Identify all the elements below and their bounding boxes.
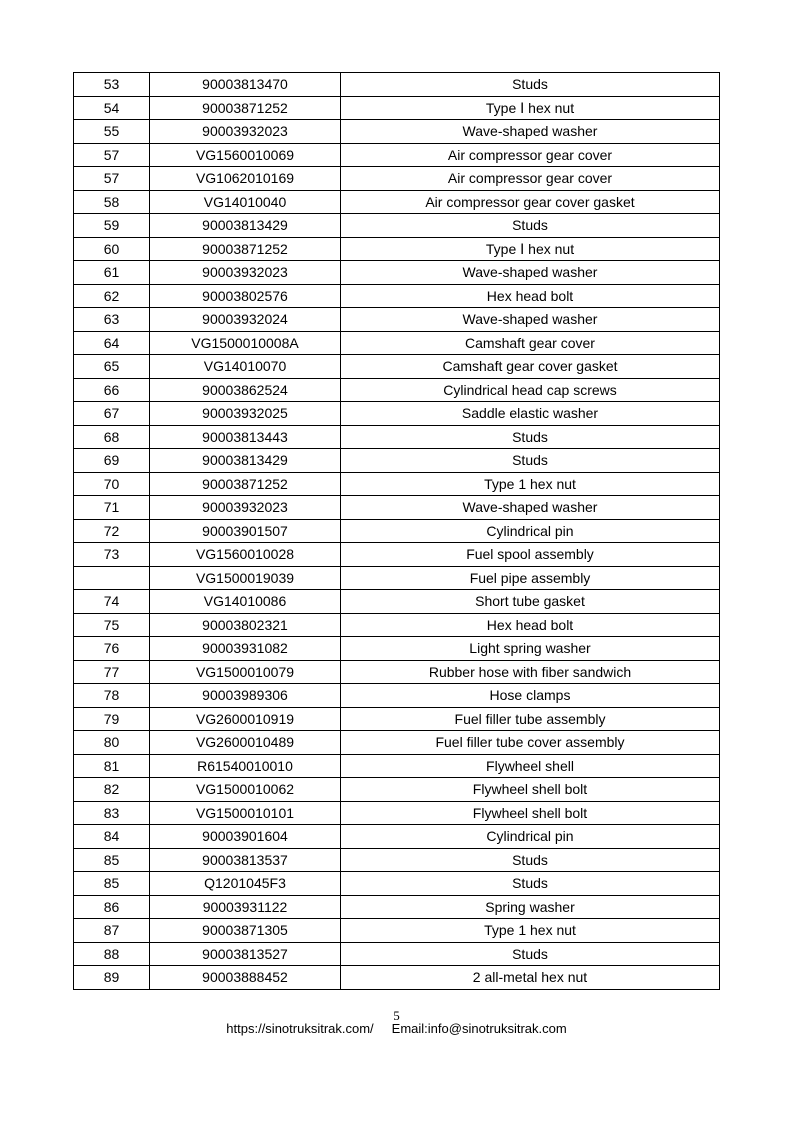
table-row (74, 825, 720, 849)
part-number-cell: VG1560010069 (150, 143, 341, 167)
table-row (74, 613, 720, 637)
part-name-cell: Short tube gasket (341, 590, 720, 614)
part-name-cell: Studs (341, 848, 720, 872)
part-number-cell: 90003901604 (150, 825, 341, 849)
row-number-cell: 79 (74, 707, 150, 731)
part-name-cell: Flywheel shell bolt (341, 801, 720, 825)
row-number-cell: 65 (74, 355, 150, 379)
part-name-cell: Studs (341, 449, 720, 473)
row-number-cell: 57 (74, 167, 150, 191)
table-row (74, 73, 720, 97)
table-row (74, 942, 720, 966)
parts-table-body (74, 73, 720, 990)
table-row (74, 472, 720, 496)
table-row (74, 566, 720, 590)
part-name-cell: Wave-shaped washer (341, 120, 720, 144)
table-row (74, 331, 720, 355)
part-name-cell: Saddle elastic washer (341, 402, 720, 426)
table-row (74, 684, 720, 708)
part-number-cell: VG14010040 (150, 190, 341, 214)
page-number: 5 (393, 1008, 400, 1023)
part-name-cell: Cylindrical pin (341, 519, 720, 543)
row-number-cell: 81 (74, 754, 150, 778)
row-number-cell: 69 (74, 449, 150, 473)
row-number-cell: 57 (74, 143, 150, 167)
part-name-cell: Type 1 hex nut (341, 472, 720, 496)
footer-website: https://sinotruksitrak.com/ (226, 1021, 374, 1036)
part-name-cell: Cylindrical head cap screws (341, 378, 720, 402)
row-number-cell: 76 (74, 637, 150, 661)
table-row (74, 707, 720, 731)
table-row (74, 402, 720, 426)
row-number-cell: 59 (74, 214, 150, 238)
table-row (74, 190, 720, 214)
row-number-cell: 58 (74, 190, 150, 214)
table-row (74, 660, 720, 684)
part-number-cell: 90003888452 (150, 966, 341, 990)
row-number-cell (74, 566, 150, 590)
row-number-cell: 86 (74, 895, 150, 919)
row-number-cell: 68 (74, 425, 150, 449)
part-name-cell: Type Ⅰ hex nut (341, 237, 720, 261)
part-number-cell: 90003802576 (150, 284, 341, 308)
row-number-cell: 89 (74, 966, 150, 990)
part-name-cell: Studs (341, 942, 720, 966)
row-number-cell: 75 (74, 613, 150, 637)
part-name-cell: Hex head bolt (341, 284, 720, 308)
row-number-cell: 54 (74, 96, 150, 120)
row-number-cell: 74 (74, 590, 150, 614)
table-row (74, 143, 720, 167)
row-number-cell: 60 (74, 237, 150, 261)
part-number-cell: 90003862524 (150, 378, 341, 402)
part-number-cell: 90003871305 (150, 919, 341, 943)
part-name-cell: Air compressor gear cover (341, 143, 720, 167)
row-number-cell: 88 (74, 942, 150, 966)
table-row (74, 261, 720, 285)
row-number-cell: 61 (74, 261, 150, 285)
table-row (74, 731, 720, 755)
part-number-cell: VG1062010169 (150, 167, 341, 191)
row-number-cell: 53 (74, 73, 150, 97)
table-row (74, 284, 720, 308)
row-number-cell: 78 (74, 684, 150, 708)
part-number-cell: 90003871252 (150, 472, 341, 496)
part-name-cell: Hose clamps (341, 684, 720, 708)
part-name-cell: Studs (341, 214, 720, 238)
table-row (74, 449, 720, 473)
part-name-cell: Studs (341, 425, 720, 449)
row-number-cell: 87 (74, 919, 150, 943)
part-name-cell: Wave-shaped washer (341, 261, 720, 285)
part-number-cell: VG14010086 (150, 590, 341, 614)
part-number-cell: 90003871252 (150, 96, 341, 120)
row-number-cell: 77 (74, 660, 150, 684)
row-number-cell: 67 (74, 402, 150, 426)
part-number-cell: 90003931082 (150, 637, 341, 661)
part-name-cell: Rubber hose with fiber sandwich (341, 660, 720, 684)
table-row (74, 801, 720, 825)
row-number-cell: 70 (74, 472, 150, 496)
row-number-cell: 62 (74, 284, 150, 308)
row-number-cell: 66 (74, 378, 150, 402)
table-row (74, 895, 720, 919)
table-row (74, 872, 720, 896)
part-name-cell: Fuel filler tube assembly (341, 707, 720, 731)
part-number-cell: VG1500010062 (150, 778, 341, 802)
table-row (74, 496, 720, 520)
part-name-cell: Flywheel shell (341, 754, 720, 778)
row-number-cell: 73 (74, 543, 150, 567)
part-number-cell: VG1500010008A (150, 331, 341, 355)
part-number-cell: 90003813443 (150, 425, 341, 449)
row-number-cell: 85 (74, 848, 150, 872)
table-row (74, 754, 720, 778)
table-row (74, 848, 720, 872)
table-row (74, 120, 720, 144)
part-name-cell: Light spring washer (341, 637, 720, 661)
row-number-cell: 82 (74, 778, 150, 802)
part-number-cell: 90003932025 (150, 402, 341, 426)
part-name-cell: Hex head bolt (341, 613, 720, 637)
row-number-cell: 71 (74, 496, 150, 520)
part-name-cell: 2 all-metal hex nut (341, 966, 720, 990)
table-row (74, 355, 720, 379)
row-number-cell: 63 (74, 308, 150, 332)
part-number-cell: VG2600010489 (150, 731, 341, 755)
row-number-cell: 83 (74, 801, 150, 825)
table-row (74, 966, 720, 990)
table-row (74, 378, 720, 402)
part-name-cell: Fuel filler tube cover assembly (341, 731, 720, 755)
part-number-cell: VG2600010919 (150, 707, 341, 731)
table-row (74, 308, 720, 332)
part-number-cell: 90003813527 (150, 942, 341, 966)
part-number-cell: R61540010010 (150, 754, 341, 778)
part-number-cell: 90003931122 (150, 895, 341, 919)
table-row (74, 637, 720, 661)
table-row (74, 167, 720, 191)
part-number-cell: 90003989306 (150, 684, 341, 708)
row-number-cell: 64 (74, 331, 150, 355)
part-number-cell: 90003802321 (150, 613, 341, 637)
part-number-cell: 90003813537 (150, 848, 341, 872)
part-number-cell: VG1500010101 (150, 801, 341, 825)
part-number-cell: VG14010070 (150, 355, 341, 379)
part-name-cell: Air compressor gear cover (341, 167, 720, 191)
part-name-cell: Air compressor gear cover gasket (341, 190, 720, 214)
table-row (74, 919, 720, 943)
part-number-cell: 90003932023 (150, 120, 341, 144)
part-name-cell: Type 1 hex nut (341, 919, 720, 943)
part-number-cell: VG1500019039 (150, 566, 341, 590)
row-number-cell: 55 (74, 120, 150, 144)
table-row (74, 425, 720, 449)
part-name-cell: Type Ⅰ hex nut (341, 96, 720, 120)
page-footer (0, 1021, 793, 1036)
part-number-cell: VG1560010028 (150, 543, 341, 567)
part-name-cell: Spring washer (341, 895, 720, 919)
part-number-cell: 90003813429 (150, 214, 341, 238)
part-number-cell: 90003932023 (150, 261, 341, 285)
table-row (74, 778, 720, 802)
table-row (74, 590, 720, 614)
part-number-cell: 90003813429 (150, 449, 341, 473)
part-name-cell: Cylindrical pin (341, 825, 720, 849)
row-number-cell: 72 (74, 519, 150, 543)
part-number-cell: Q1201045F3 (150, 872, 341, 896)
table-row (74, 543, 720, 567)
row-number-cell: 85 (74, 872, 150, 896)
row-number-cell: 84 (74, 825, 150, 849)
part-name-cell: Fuel pipe assembly (341, 566, 720, 590)
parts-table (73, 72, 720, 990)
part-name-cell: Wave-shaped washer (341, 308, 720, 332)
part-number-cell: 90003932024 (150, 308, 341, 332)
part-name-cell: Camshaft gear cover (341, 331, 720, 355)
part-name-cell: Fuel spool assembly (341, 543, 720, 567)
table-row (74, 214, 720, 238)
part-number-cell: VG1500010079 (150, 660, 341, 684)
part-name-cell: Camshaft gear cover gasket (341, 355, 720, 379)
footer-email: Email:info@sinotruksitrak.com (391, 1021, 567, 1036)
part-number-cell: 90003901507 (150, 519, 341, 543)
row-number-cell: 80 (74, 731, 150, 755)
part-name-cell: Flywheel shell bolt (341, 778, 720, 802)
part-name-cell: Studs (341, 73, 720, 97)
part-number-cell: 90003932023 (150, 496, 341, 520)
table-row (74, 519, 720, 543)
part-number-cell: 90003813470 (150, 73, 341, 97)
table-row (74, 96, 720, 120)
part-name-cell: Wave-shaped washer (341, 496, 720, 520)
part-number-cell: 90003871252 (150, 237, 341, 261)
table-row (74, 237, 720, 261)
part-name-cell: Studs (341, 872, 720, 896)
